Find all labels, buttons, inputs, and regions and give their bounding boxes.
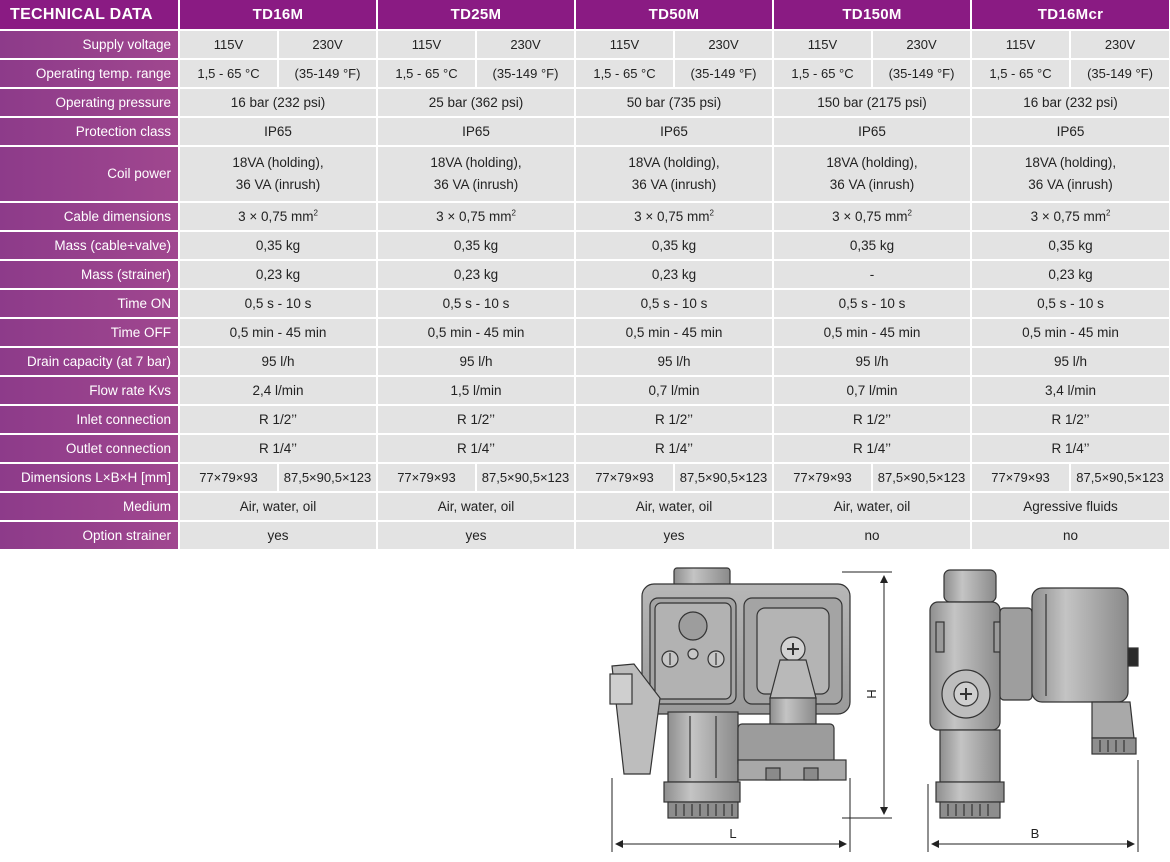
table-cell: 230V [674,30,773,59]
row-label: Outlet connection [0,434,179,463]
table-cell [971,318,1170,347]
cell-text: no [1063,527,1079,543]
table-cell [377,492,575,521]
table-cell [377,347,575,376]
cell-line: 18VA (holding), [430,155,522,170]
cell-text: 3 × 0,75 mm [1030,208,1106,224]
table-cell [179,289,377,318]
cell-line: 18VA (holding), [826,155,918,170]
table-cell [377,260,575,289]
table-cell [179,434,377,463]
cell-text: R 1/4’’ [258,440,298,456]
table-cell [179,492,377,521]
table-cell [575,434,773,463]
cell-text: - [869,266,875,282]
height-label: H [864,689,879,699]
cell-line: 36 VA (inrush) [829,177,915,192]
row-label: Medium [0,492,179,521]
cell-text: 0,5 s - 10 s [640,295,708,311]
cell-text: IP65 [264,123,292,139]
cell-text: 3 × 0,75 mm [832,208,908,224]
table-cell [377,88,575,117]
cell-text: 0,35 kg [453,237,499,253]
cell-line: 18VA (holding), [232,155,324,170]
superscript: 2 [313,208,318,217]
cell-text: 0,7 l/min [648,382,700,398]
row-label: Drain capacity (at 7 bar) [0,347,179,376]
cell-text: IP65 [660,123,688,139]
cell-text: 0,5 s - 10 s [244,295,312,311]
table-cell [575,117,773,146]
table-cell [179,146,377,202]
cell-text: 95 l/h [459,353,493,369]
cell-text: 2,4 l/min [252,382,304,398]
table-row [0,434,1170,463]
table-cell [971,376,1170,405]
cell-text: yes [267,527,289,543]
row-label: Mass (strainer) [0,260,179,289]
cell-text: Air, water, oil [239,498,317,514]
row-label: Mass (cable+valve) [0,231,179,260]
table-cell [377,231,575,260]
table-cell [773,521,971,550]
cell-text: 95 l/h [261,353,295,369]
cell-text: 0,35 kg [255,237,301,253]
table-cell [971,231,1170,260]
table-cell [971,202,1170,231]
table-cell [179,405,377,434]
table-cell [179,260,377,289]
table-cell [377,376,575,405]
cell-text: 0,23 kg [255,266,301,282]
table-cell: 87,5×90,5×123 [872,463,971,492]
model-header: TD150M [773,0,971,30]
table-cell [377,521,575,550]
table-row [0,202,1170,231]
table-cell: (35-149 °F) [872,59,971,88]
cell-text: 50 bar (735 psi) [626,94,722,110]
table-cell [773,376,971,405]
table-row [0,30,1170,59]
length-label: L [729,826,737,841]
model-header: TD16M [179,0,377,30]
cell-text: 16 bar (232 psi) [230,94,326,110]
table-cell [575,347,773,376]
cell-text: 95 l/h [657,353,691,369]
table-row [0,117,1170,146]
cell-text: R 1/2’’ [654,411,694,427]
table-cell [575,146,773,202]
table-cell [575,202,773,231]
table-cell [377,405,575,434]
cell-text: IP65 [462,123,490,139]
table-cell [971,117,1170,146]
cell-text: Air, water, oil [437,498,515,514]
table-cell [971,434,1170,463]
cell-text: 0,5 s - 10 s [442,295,510,311]
table-cell: 115V [971,30,1070,59]
table-row [0,463,1170,492]
table-cell: 115V [773,30,872,59]
cell-text: R 1/4’’ [654,440,694,456]
row-label: Supply voltage [0,30,179,59]
cell-text: 1,5 l/min [450,382,502,398]
cell-text: R 1/2’’ [258,411,298,427]
table-cell: 77×79×93 [773,463,872,492]
table-cell: 77×79×93 [377,463,476,492]
row-label: Protection class [0,117,179,146]
table-cell: 115V [179,30,278,59]
table-cell [773,88,971,117]
cell-text: 3 × 0,75 mm [436,208,512,224]
table-cell [377,202,575,231]
cell-text: 25 bar (362 psi) [428,94,524,110]
table-cell [575,88,773,117]
cell-text: 150 bar (2175 psi) [817,94,927,110]
cell-text: 0,5 min - 45 min [427,324,525,340]
table-cell [575,405,773,434]
row-label: Flow rate Kvs [0,376,179,405]
table-cell [377,146,575,202]
cell-text: IP65 [1056,123,1085,139]
table-cell: 1,5 - 65 °C [773,59,872,88]
table-cell [179,231,377,260]
cell-text: 0,35 kg [651,237,697,253]
cell-text: 3,4 l/min [1045,382,1097,398]
cell-text: R 1/2’’ [456,411,496,427]
table-cell [773,492,971,521]
table-cell: 230V [872,30,971,59]
table-cell [575,521,773,550]
table-cell: (35-149 °F) [674,59,773,88]
row-label: Inlet connection [0,405,179,434]
cell-text: Air, water, oil [833,498,911,514]
table-cell [179,347,377,376]
cell-text: R 1/2’’ [852,411,892,427]
table-cell [179,521,377,550]
front-view-drawing [610,568,850,818]
table-cell: 77×79×93 [179,463,278,492]
cell-text: 0,35 kg [1048,237,1093,253]
cell-text: yes [465,527,487,543]
table-cell [971,347,1170,376]
cell-text: 0,5 min - 45 min [1022,324,1119,340]
table-cell [971,492,1170,521]
table-cell: 230V [1070,30,1170,59]
cell-text: 0,5 min - 45 min [625,324,723,340]
cell-text: 0,5 min - 45 min [229,324,327,340]
cell-text: Agressive fluids [1023,498,1118,514]
table-cell [773,434,971,463]
row-label: Dimensions L×B×H [mm] [0,463,179,492]
table-cell: 77×79×93 [971,463,1070,492]
table-cell [377,117,575,146]
row-label: Time ON [0,289,179,318]
cell-text: IP65 [858,123,886,139]
table-cell [773,405,971,434]
table-cell [773,231,971,260]
cell-text: 0,7 l/min [846,382,898,398]
row-label: Cable dimensions [0,202,179,231]
table-cell: 87,5×90,5×123 [1070,463,1170,492]
table-cell: 230V [476,30,575,59]
table-cell [773,260,971,289]
table-cell: (35-149 °F) [278,59,377,88]
table-row [0,405,1170,434]
cell-text: 0,5 min - 45 min [823,324,921,340]
cell-text: 0,23 kg [453,266,499,282]
table-cell: (35-149 °F) [1070,59,1170,88]
model-header: TD16Mcr [971,0,1170,30]
superscript: 2 [1106,208,1111,217]
table-cell [971,289,1170,318]
table-cell [773,146,971,202]
table-cell [575,260,773,289]
cell-line: 36 VA (inrush) [631,177,717,192]
table-cell [179,202,377,231]
table-title: TECHNICAL DATA [0,0,179,30]
header-row [0,0,1170,30]
cell-text: R 1/2’’ [1051,411,1090,427]
row-label: Coil power [0,146,179,202]
cell-text: 3 × 0,75 mm [238,208,314,224]
table-cell: (35-149 °F) [476,59,575,88]
table-cell [179,117,377,146]
cell-text: R 1/4’’ [1051,440,1090,456]
table-cell: 1,5 - 65 °C [377,59,476,88]
row-label: Operating pressure [0,88,179,117]
cell-text: 95 l/h [1054,353,1088,369]
cell-text: R 1/4’’ [852,440,892,456]
table-cell [179,376,377,405]
valve-drawings [0,548,1170,862]
cell-text: 0,23 kg [651,266,697,282]
table-row [0,146,1170,202]
row-label: Operating temp. range [0,59,179,88]
table-cell: 1,5 - 65 °C [971,59,1070,88]
table-cell: 115V [575,30,674,59]
table-cell [971,88,1170,117]
cell-text: no [864,527,880,543]
table-row [0,347,1170,376]
model-header: TD25M [377,0,575,30]
table-cell: 87,5×90,5×123 [278,463,377,492]
table-cell: 87,5×90,5×123 [476,463,575,492]
side-view-drawing [930,570,1138,818]
cell-line: 18VA (holding), [628,155,720,170]
table-row [0,492,1170,521]
cell-line: 36 VA (inrush) [1028,177,1113,192]
table-row [0,260,1170,289]
superscript: 2 [907,208,912,217]
superscript: 2 [709,208,714,217]
table-cell [971,146,1170,202]
table-cell [575,289,773,318]
cell-text: 95 l/h [855,353,889,369]
table-cell [971,521,1170,550]
cell-text: 0,5 s - 10 s [838,295,906,311]
table-cell [179,318,377,347]
table-cell [377,289,575,318]
table-row [0,318,1170,347]
table-cell [575,492,773,521]
table-row [0,376,1170,405]
table-cell [773,202,971,231]
table-cell [377,318,575,347]
cell-line: 18VA (holding), [1024,155,1117,170]
row-label: Time OFF [0,318,179,347]
table-cell [773,318,971,347]
table-cell: 87,5×90,5×123 [674,463,773,492]
table-row [0,289,1170,318]
table-cell [575,376,773,405]
table-row [0,88,1170,117]
cell-text: 0,23 kg [1048,266,1093,282]
cell-line: 36 VA (inrush) [433,177,519,192]
cell-text: R 1/4’’ [456,440,496,456]
table-row [0,521,1170,550]
cell-text: 0,35 kg [849,237,895,253]
table-row [0,231,1170,260]
table-cell [377,434,575,463]
table-cell [575,318,773,347]
superscript: 2 [511,208,516,217]
table-cell [773,117,971,146]
table-cell: 230V [278,30,377,59]
table-cell: 1,5 - 65 °C [575,59,674,88]
table-cell: 77×79×93 [575,463,674,492]
cell-text: 3 × 0,75 mm [634,208,710,224]
width-label: B [1030,826,1040,841]
table-cell [575,231,773,260]
model-header: TD50M [575,0,773,30]
cell-text: 0,5 s - 10 s [1037,295,1104,311]
cell-text: 16 bar (232 psi) [1023,94,1118,110]
cell-line: 36 VA (inrush) [235,177,321,192]
cell-text: Air, water, oil [635,498,713,514]
table-cell [179,88,377,117]
table-cell [773,347,971,376]
cell-text: yes [663,527,685,543]
table-cell: 1,5 - 65 °C [179,59,278,88]
table-cell: 115V [377,30,476,59]
table-cell [971,260,1170,289]
table-cell [773,289,971,318]
table-cell [971,405,1170,434]
table-row [0,59,1170,88]
row-label: Option strainer [0,521,179,550]
